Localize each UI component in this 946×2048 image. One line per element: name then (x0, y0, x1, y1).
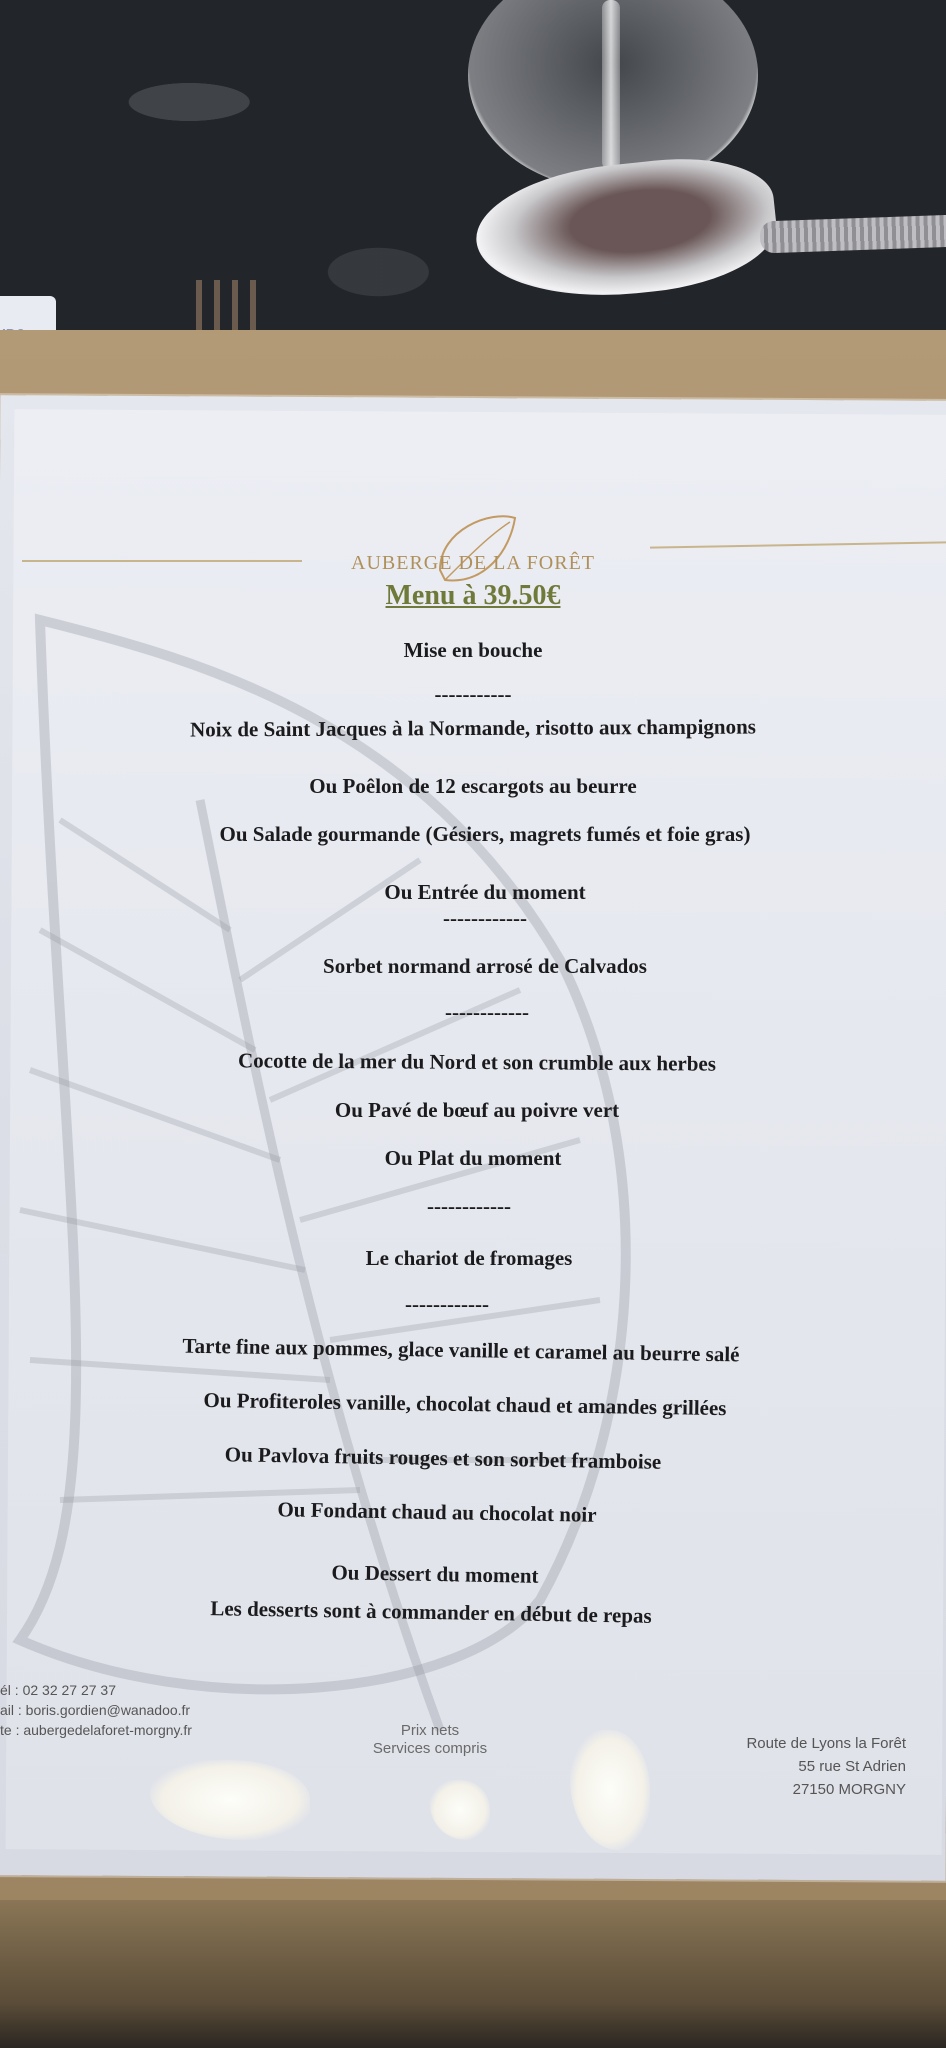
contact-website: te : aubergedelaforet-morgny.fr (0, 1722, 192, 1738)
wine-glass-stem (602, 0, 620, 170)
contact-email: ail : boris.gordien@wanadoo.fr (0, 1702, 191, 1718)
price-note-prix: Prix nets (400, 1722, 460, 1739)
logo-leaf-icon (430, 510, 520, 590)
menu-line: Cocotte de la mer du Nord et son crumble aux herbes (237, 1048, 717, 1076)
address-line-2: 55 rue St Adrien (798, 1758, 906, 1775)
menu-line: Le chariot de fromages (365, 1246, 573, 1270)
address-line-3: 27150 MORGNY (792, 1781, 906, 1798)
menu-separator: ------------ (443, 906, 527, 930)
menu-line: Ou Profiteroles vanille, chocolat chaud et amandes grillées (203, 1387, 727, 1421)
menu-line: Tarte fine aux pommes, glace vanille et caramel au beurre salé (182, 1333, 740, 1367)
leather-holder-bottom (0, 1900, 946, 2048)
menu-line: Sorbet normand arrosé de Calvados (323, 954, 647, 978)
menu-line: Ou Pavlova fruits rouges et son sorbet framboise (224, 1442, 662, 1474)
address-line-1: Route de Lyons la Forêt (746, 1735, 906, 1752)
menu-separator: ----------- (434, 682, 512, 706)
menu-line: Noix de Saint Jacques à la Normande, risotto aux champignons (189, 714, 756, 742)
menu-separator: ------------ (427, 1194, 511, 1218)
contact-block (0, 1680, 192, 1740)
contact-phone: él : 02 32 27 27 37 (0, 1682, 116, 1698)
menu-line: Ou Pavé de bœuf au poivre vert (334, 1098, 620, 1122)
menu-sheet (6, 409, 946, 1855)
menu-title: Menu à 39.50€ (385, 580, 561, 611)
price-note-services: Services compris (372, 1740, 488, 1757)
menu-line: Les desserts sont à commander en début de repas (210, 1596, 652, 1628)
address-block (640, 1732, 906, 1801)
menu-line: Ou Entrée du moment (384, 880, 586, 904)
price-note (330, 1722, 530, 1758)
restaurant-logo-name: AUBERGE DE LA FORÊT (351, 552, 595, 574)
menu-line: Ou Dessert du moment (331, 1560, 539, 1588)
menu-line: Ou Fondant chaud au chocolat noir (277, 1497, 597, 1527)
menu-line: Ou Salade gourmande (Gésiers, magrets fumés et foie gras) (219, 822, 751, 846)
menu-separator: ------------ (445, 1000, 529, 1024)
spoon-handle (760, 215, 946, 254)
menu-separator: ------------ (405, 1292, 489, 1316)
menu-line: Ou Poêlon de 12 escargots au beurre (309, 774, 637, 798)
menu-line: Mise en bouche (403, 638, 543, 662)
menu-line: Ou Plat du moment (384, 1146, 562, 1170)
